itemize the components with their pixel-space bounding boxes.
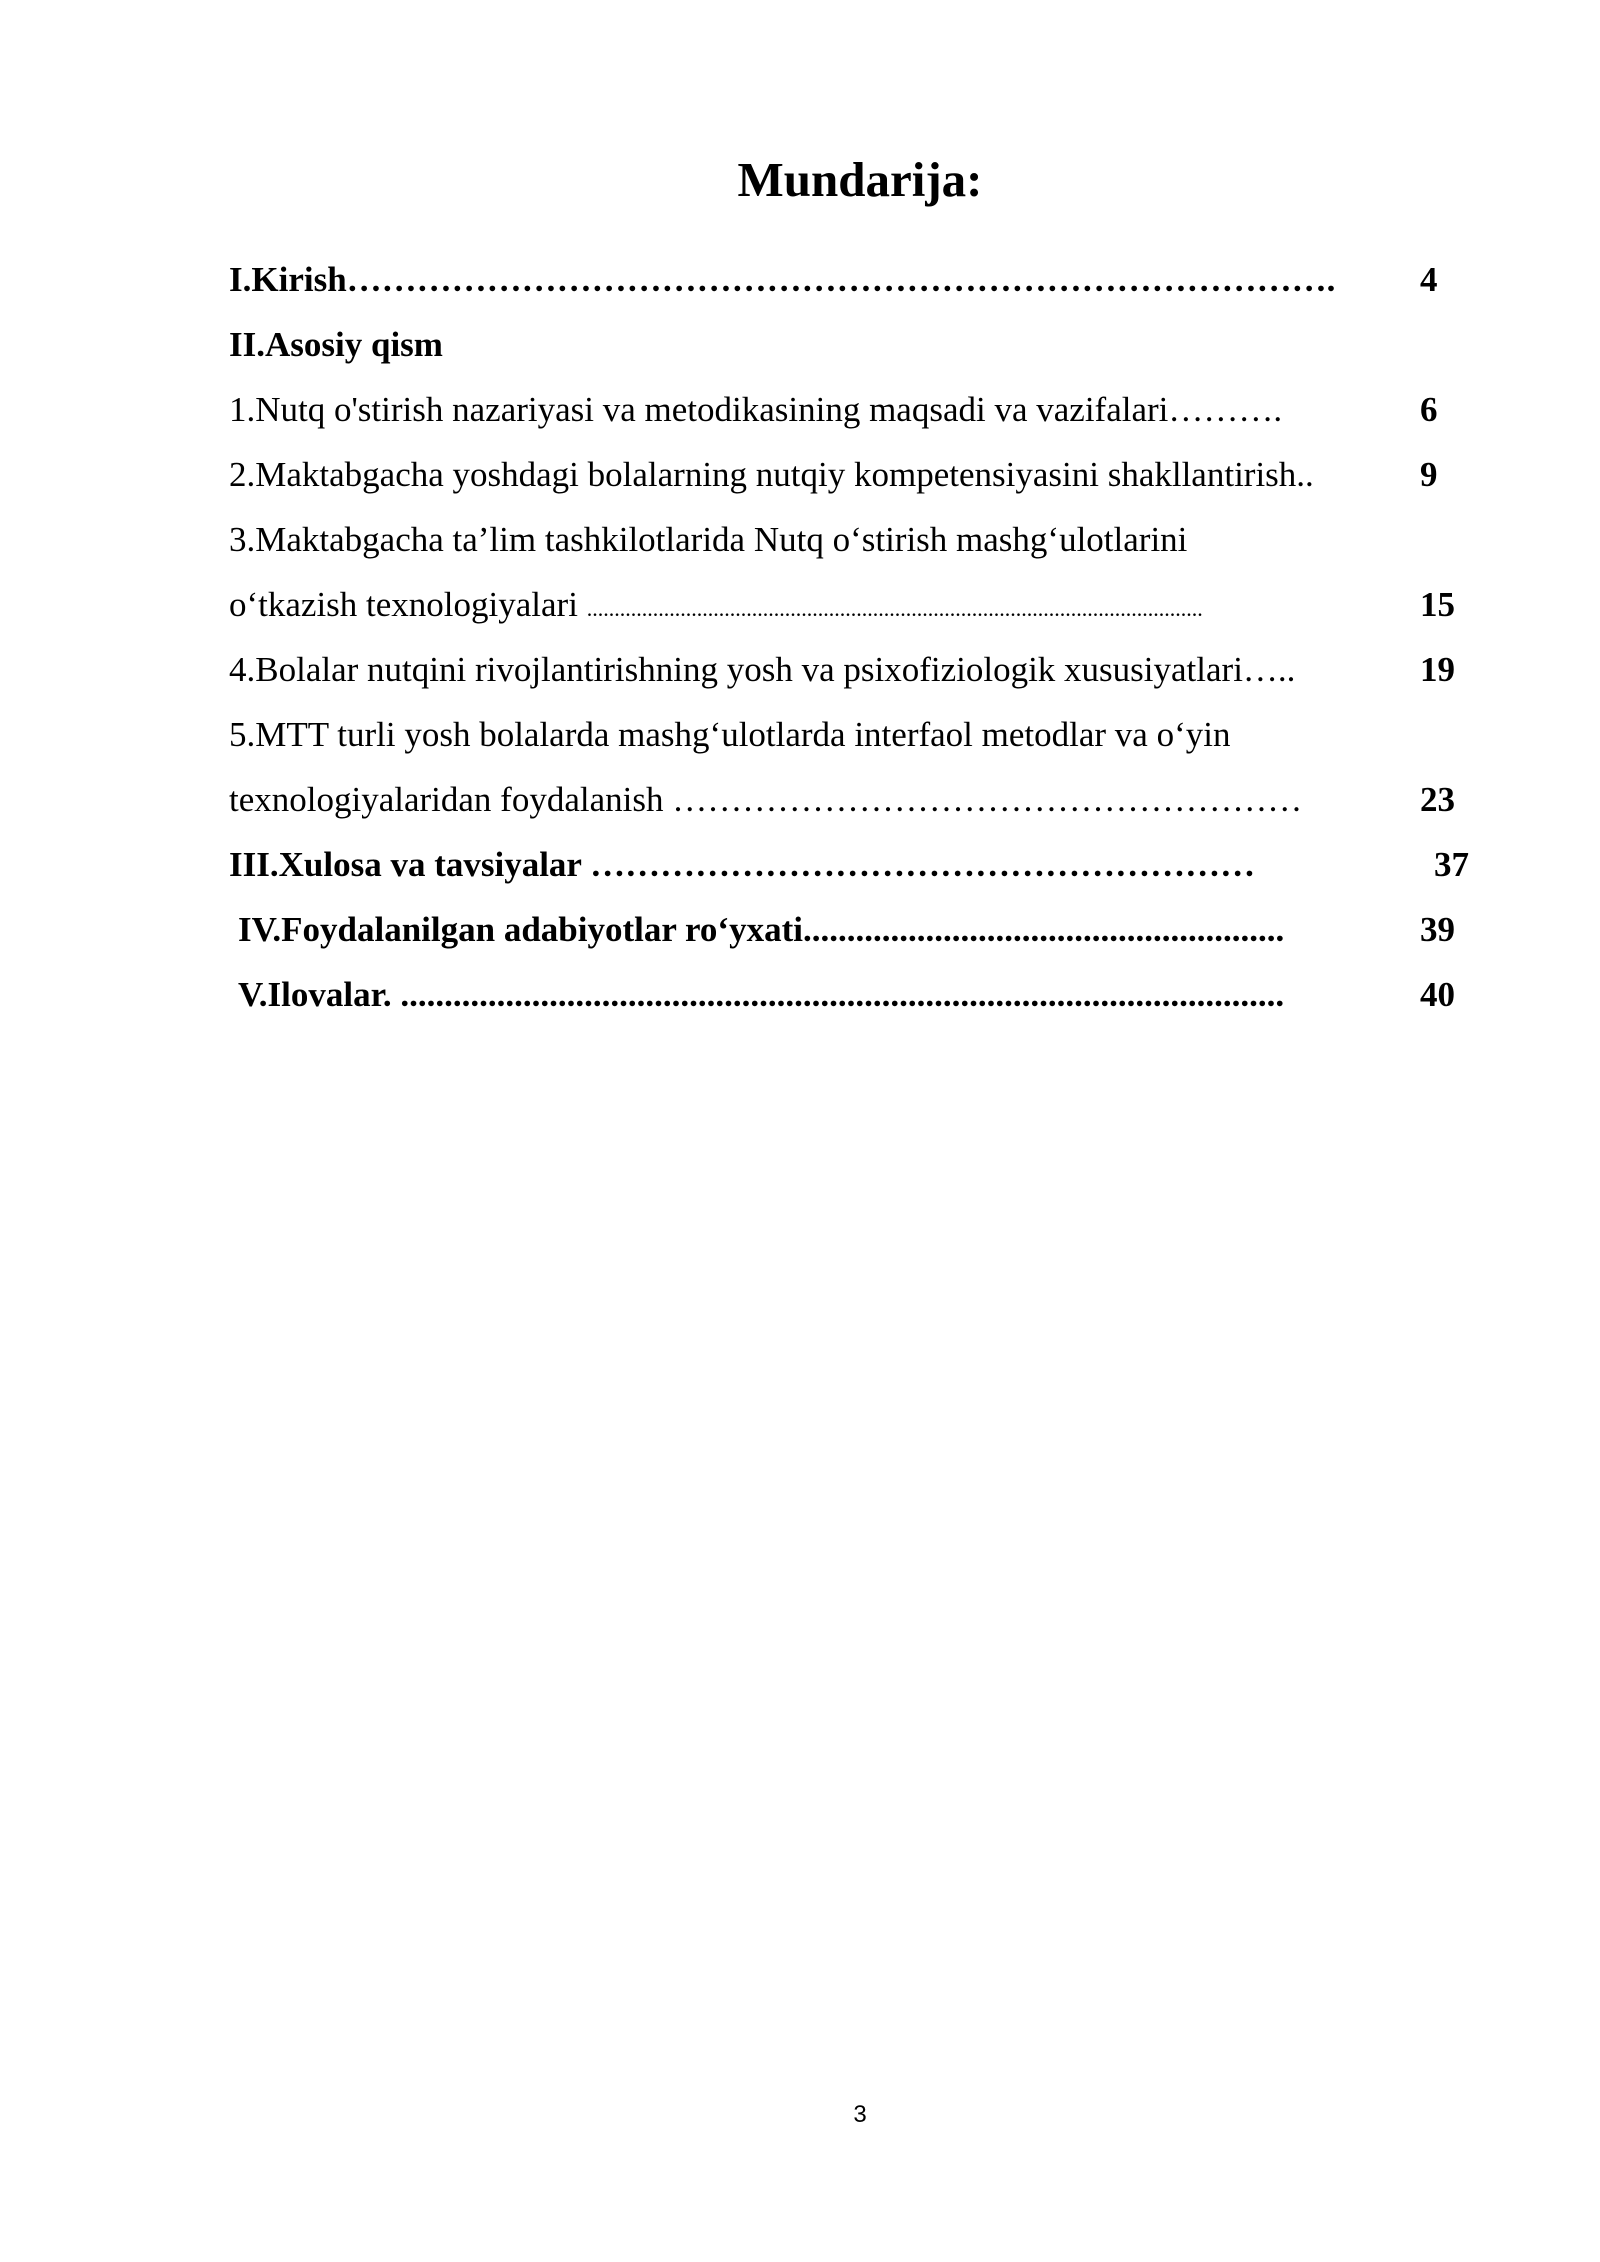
toc-entry-text: 4.Bolalar nutqini rivojlantirishning yosh va psixofiziologik xususiyatlari….. — [229, 650, 1296, 689]
toc-page-number: 40 — [1420, 975, 1455, 1014]
toc-section-asosiy — [229, 315, 1529, 375]
toc-entry-5-line2 — [229, 770, 1529, 830]
page-title: Mundarija: — [737, 152, 983, 207]
toc-entry-kirish — [229, 250, 1529, 310]
toc-entry-text: IV.Foydalanilgan adabiyotlar ro‘yxati....................................................... — [238, 910, 1285, 949]
toc-entry-text: 5.MTT turli yosh bolalarda mashg‘ulotlarda interfaol metodlar va o‘yin — [229, 715, 1231, 754]
toc-entry-text: III.Xulosa va tavsiyalar ………………………………………………… — [229, 845, 1256, 884]
toc-entry-text: I.Kirish…………………………………………………………………………. — [229, 260, 1336, 299]
toc-entry-text: 1.Nutq o'stirish nazariyasi va metodikasining maqsadi va vazifalari………. — [229, 390, 1283, 429]
toc-entry-2 — [229, 445, 1529, 505]
toc-page-number: 15 — [1420, 585, 1455, 624]
toc-entry-ilovalar — [229, 965, 1529, 1025]
toc-entry-4 — [229, 640, 1529, 700]
toc-page-number: 9 — [1420, 455, 1438, 494]
toc-entry-text: 3.Maktabgacha ta’lim tashkilotlarida Nutq o‘stirish mashg‘ulotlarini — [229, 520, 1188, 559]
toc-entry-text-cont: o‘tkazish texnologiyalari — [229, 585, 578, 624]
toc-entry-5-line1 — [229, 705, 1529, 765]
toc-entry-foydalanilgan — [229, 900, 1529, 960]
toc-page-number: 23 — [1420, 780, 1455, 819]
toc-entry-3-line2 — [229, 575, 1529, 635]
toc-entry-1 — [229, 380, 1529, 440]
toc-entry-xulosa — [229, 835, 1529, 895]
toc-entry-3-line1 — [229, 510, 1529, 570]
toc-page-number: 4 — [1420, 260, 1438, 299]
toc-page-number: 37 — [1434, 845, 1469, 884]
toc-entry-text — [229, 575, 1203, 639]
toc-page-number: 19 — [1420, 650, 1455, 689]
toc-entry-text: texnologiyalaridan foydalanish ……………………………………………… — [229, 780, 1303, 819]
toc-entry-text: 2.Maktabgacha yoshdagi bolalarning nutqiy kompetensiyasini shakllantirish.. — [229, 455, 1314, 494]
toc-page-number: 39 — [1420, 910, 1455, 949]
toc-page-number: 6 — [1420, 390, 1438, 429]
page-number: 3 — [853, 2101, 867, 2128]
toc-entry-text: V.Ilovalar. ..................................................................................................... — [238, 975, 1285, 1014]
toc-section-heading: II.Asosiy qism — [229, 325, 443, 364]
toc-leader-dots: ................................................................................................................ — [586, 596, 1203, 621]
